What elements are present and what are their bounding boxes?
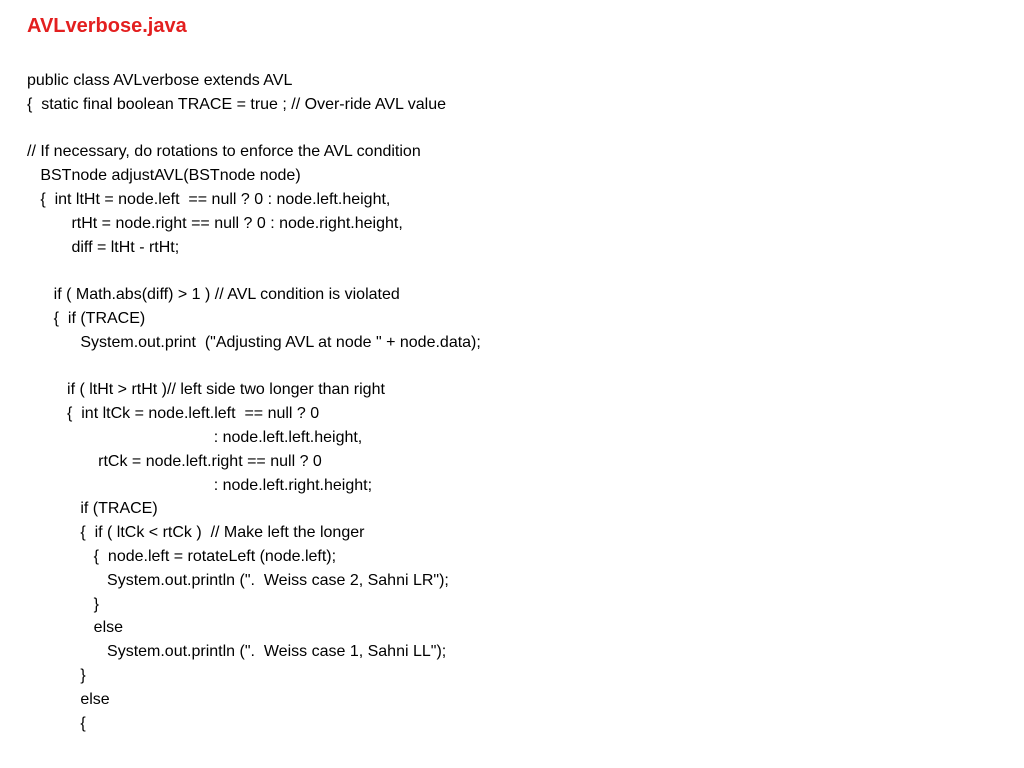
code-line: public class AVLverbose extends AVL bbox=[27, 72, 293, 89]
code-line: else bbox=[27, 619, 124, 637]
code-line: if ( ltHt > rtHt )// left side two longer than right bbox=[27, 381, 385, 399]
code-line: System.out.print ("Adjusting AVL at node " + node.data); bbox=[27, 333, 481, 351]
code-line: { if (TRACE) bbox=[27, 309, 146, 327]
code-block bbox=[27, 69, 481, 735]
code-line: { int ltHt = node.left == null ? 0 : node.left.height, bbox=[27, 190, 391, 208]
code-line: rtCk = node.left.right == null ? 0 bbox=[27, 452, 322, 470]
code-line: { if ( ltCk < rtCk ) // Make left the longer bbox=[27, 524, 365, 542]
code-line bbox=[27, 259, 481, 283]
code-line: diff = ltHt - rtHt; bbox=[27, 238, 180, 256]
slide-title: AVLverbose.java bbox=[27, 15, 187, 37]
code-line: BSTnode adjustAVL(BSTnode node) bbox=[27, 167, 301, 185]
code-line bbox=[27, 117, 481, 141]
code-line bbox=[27, 355, 481, 379]
code-line: { static final boolean TRACE = true ; // Over-ride AVL value bbox=[27, 95, 447, 113]
code-line: : node.left.right.height; bbox=[27, 476, 373, 494]
code-line: { int ltCk = node.left.left == null ? 0 bbox=[27, 405, 320, 423]
code-line: System.out.println (". Weiss case 1, Sahni LL"); bbox=[27, 643, 447, 661]
code-line: rtHt = node.right == null ? 0 : node.right.height, bbox=[27, 214, 403, 232]
code-line: if ( Math.abs(diff) > 1 ) // AVL condition is violated bbox=[27, 286, 400, 304]
code-line: System.out.println (". Weiss case 2, Sahni LR"); bbox=[27, 571, 449, 589]
code-line: } bbox=[27, 595, 100, 613]
code-line: { node.left = rotateLeft (node.left); bbox=[27, 547, 337, 565]
code-line: } bbox=[27, 666, 86, 684]
code-line: else bbox=[27, 690, 110, 708]
code-line: if (TRACE) bbox=[27, 500, 158, 518]
code-line: { bbox=[27, 714, 86, 732]
code-line: : node.left.left.height, bbox=[27, 428, 363, 446]
code-line: // If necessary, do rotations to enforce the AVL condition bbox=[27, 143, 421, 161]
